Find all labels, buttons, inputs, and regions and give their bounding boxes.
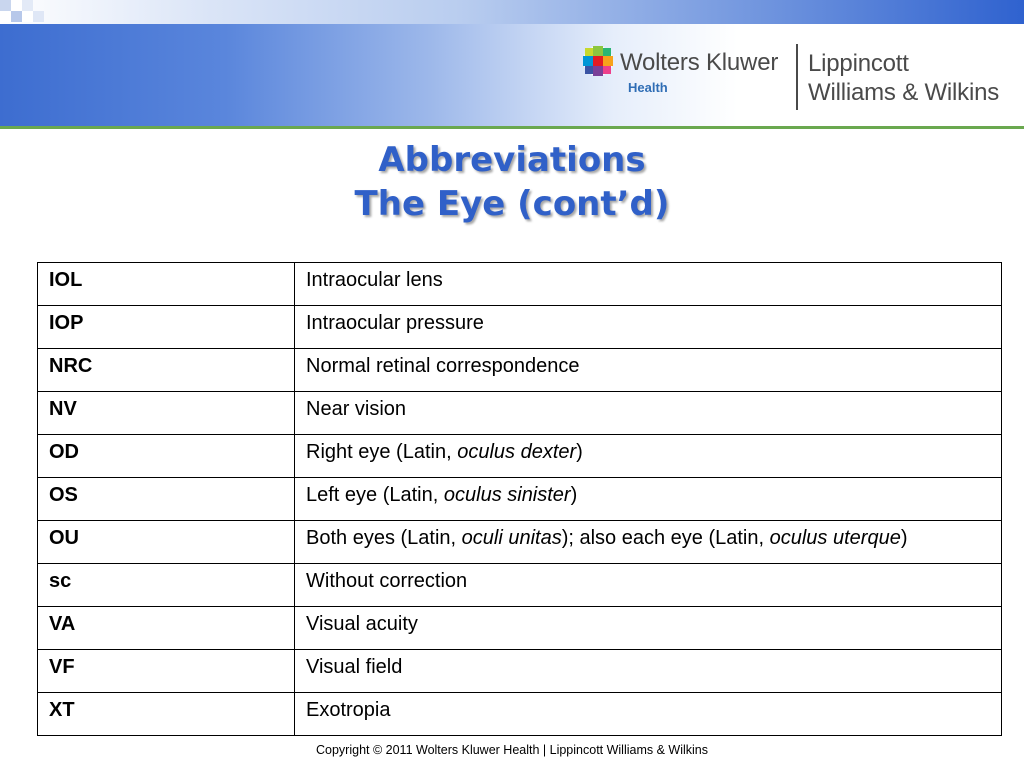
definition-text: Right eye (Latin,: [306, 441, 458, 463]
publisher-name: Wolters Kluwer: [620, 49, 779, 76]
definition-latin-term: oculi unitas: [461, 527, 562, 549]
header-rule: [0, 126, 1024, 129]
abbreviation-cell: OU: [38, 521, 295, 564]
corner-decoration: [0, 0, 44, 24]
abbreviations-table: [37, 262, 1002, 736]
logo-divider: [796, 44, 798, 110]
table-row: [38, 607, 1002, 650]
copyright-footer: Copyright © 2011 Wolters Kluwer Health | Lippincott Williams & Wilkins: [316, 743, 708, 757]
definition-latin-term: oculus uterque: [769, 527, 901, 549]
definition-cell: [295, 521, 1002, 564]
definition-text: ): [570, 484, 578, 506]
definition-text: Both eyes (Latin,: [306, 527, 462, 549]
abbreviation-cell: OD: [38, 435, 295, 478]
abbreviation-cell: VF: [38, 650, 295, 693]
definition-cell: [295, 435, 1002, 478]
definition-text: Intraocular pressure: [306, 312, 484, 334]
definition-text: Without correction: [306, 570, 468, 592]
definition-text: ): [900, 527, 908, 549]
header-top-strip: [0, 0, 1024, 24]
definition-cell: [295, 392, 1002, 435]
definition-text: Intraocular lens: [306, 269, 443, 291]
table-row: [38, 521, 1002, 564]
table-row: [38, 349, 1002, 392]
definition-text: ): [576, 441, 583, 463]
table-row: [38, 435, 1002, 478]
publisher-logo: [578, 40, 1018, 114]
abbreviation-cell: OS: [38, 478, 295, 521]
abbreviation-cell: IOP: [38, 306, 295, 349]
table-row: [38, 564, 1002, 607]
abbreviation-cell: IOL: [38, 263, 295, 306]
definition-text: Normal retinal correspondence: [306, 355, 580, 377]
table-row: [38, 693, 1002, 736]
definition-text: Near vision: [306, 398, 407, 420]
table-row: [38, 392, 1002, 435]
abbreviation-cell: NRC: [38, 349, 295, 392]
abbreviations-table-body: [38, 263, 1002, 736]
definition-text: Visual acuity: [306, 613, 418, 635]
definition-cell: [295, 263, 1002, 306]
table-row: [38, 650, 1002, 693]
abbreviation-cell: XT: [38, 693, 295, 736]
definition-latin-term: oculus sinister: [443, 484, 571, 506]
abbreviation-cell: NV: [38, 392, 295, 435]
slide-title-line2: The Eye (cont’d): [354, 184, 670, 224]
definition-text: Left eye (Latin,: [306, 484, 444, 506]
definition-cell: [295, 564, 1002, 607]
abbreviation-cell: sc: [38, 564, 295, 607]
definition-text: Exotropia: [306, 699, 391, 721]
wolters-kluwer-globe-icon: [582, 45, 614, 77]
publisher-division: Health: [628, 80, 668, 95]
definition-cell: [295, 306, 1002, 349]
definition-cell: [295, 478, 1002, 521]
definition-cell: [295, 349, 1002, 392]
table-row: [38, 263, 1002, 306]
definition-text: ); also each eye (Latin,: [561, 527, 770, 549]
definition-cell: [295, 650, 1002, 693]
imprint-name-line2: Williams & Wilkins: [808, 79, 1000, 106]
abbreviation-cell: VA: [38, 607, 295, 650]
definition-cell: [295, 607, 1002, 650]
definition-text: Visual field: [306, 656, 403, 678]
imprint-name-line1: Lippincott: [808, 50, 909, 77]
slide-title-line1: Abbreviations: [378, 140, 646, 180]
definition-cell: [295, 693, 1002, 736]
slide-title: [0, 138, 1024, 226]
table-row: [38, 306, 1002, 349]
table-row: [38, 478, 1002, 521]
definition-latin-term: oculus dexter: [457, 441, 577, 463]
